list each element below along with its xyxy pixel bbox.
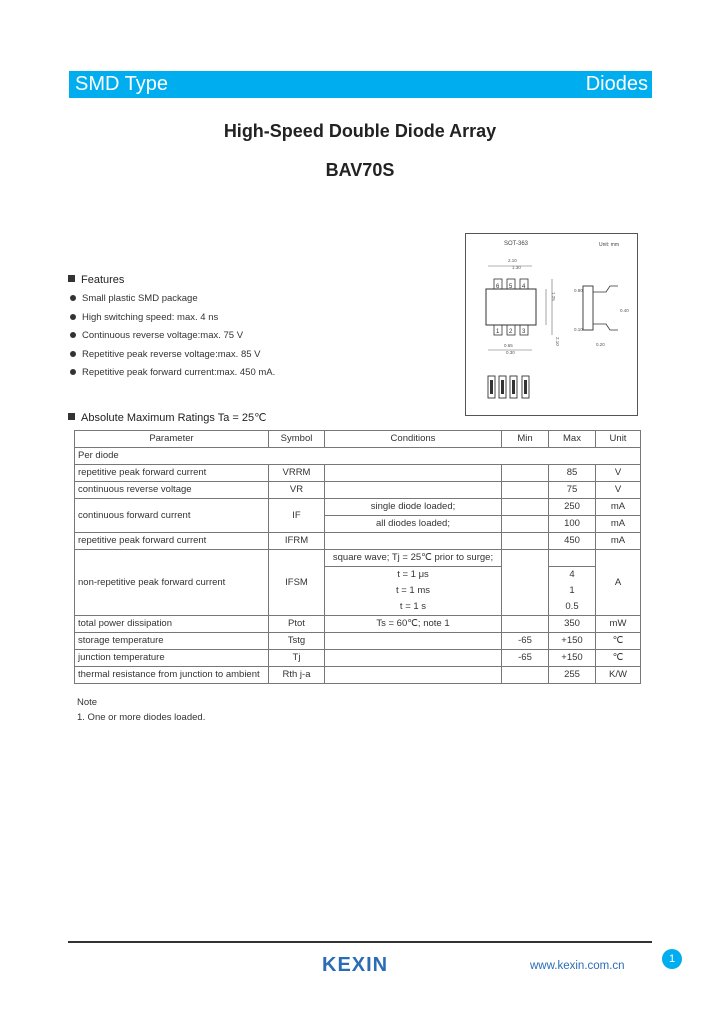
max-cell: 4	[549, 567, 596, 584]
bullet-icon	[70, 314, 76, 320]
square-bullet-icon	[68, 275, 75, 282]
symbol-cell: Tstg	[269, 633, 325, 650]
dim-label: 1.25	[551, 292, 556, 301]
header-right-text: Diodes	[585, 73, 648, 95]
package-unit: Unit: mm	[599, 242, 619, 248]
symbol-cell: VRRM	[269, 465, 325, 482]
symbol-cell: Rth j-a	[269, 667, 325, 684]
feature-item	[70, 367, 275, 386]
param-cell: non-repetitive peak forward current	[75, 550, 269, 616]
unit-cell: ℃	[596, 650, 641, 667]
header-cell: Parameter	[75, 431, 269, 448]
max-cell	[549, 550, 596, 567]
max-cell: 250	[549, 499, 596, 516]
pin-label: 2	[509, 329, 513, 335]
param-cell: junction temperature	[75, 650, 269, 667]
unit-cell: mA	[596, 499, 641, 516]
kexin-logo	[322, 952, 402, 979]
unit-cell: mW	[596, 616, 641, 633]
unit-cell: A	[596, 550, 641, 616]
header-cell: Symbol	[269, 431, 325, 448]
cond-cell	[325, 465, 502, 482]
cond-cell	[325, 482, 502, 499]
dim-label: 0.40	[620, 308, 629, 313]
symbol-cell: VR	[269, 482, 325, 499]
feature-item	[70, 312, 275, 331]
feature-text: High switching speed: max. 4 ns	[82, 311, 219, 323]
table-row	[75, 550, 641, 567]
pin-label: 5	[509, 284, 513, 290]
dim-label: 2.10	[555, 337, 560, 346]
unit-cell: K/W	[596, 667, 641, 684]
unit-cell: ℃	[596, 633, 641, 650]
min-cell	[502, 550, 549, 616]
param-cell: continuous forward current	[75, 499, 269, 533]
unit-cell: V	[596, 465, 641, 482]
max-cell: 85	[549, 465, 596, 482]
dim-label: 1.30	[512, 265, 521, 270]
dim-label: 0.90	[574, 288, 583, 293]
feature-text: Small plastic SMD package	[82, 293, 198, 304]
features-heading	[68, 274, 124, 286]
param-cell: thermal resistance from junction to ambient	[75, 667, 269, 684]
header-cell: Min	[502, 431, 549, 448]
bullet-icon	[70, 332, 76, 338]
kexin-logo-svg	[322, 952, 402, 974]
min-cell	[502, 482, 549, 499]
note-label: Note	[77, 697, 98, 708]
header-left-text: SMD Type	[75, 73, 168, 95]
symbol-cell: Tj	[269, 650, 325, 667]
cond-cell	[325, 667, 502, 684]
min-cell	[502, 465, 549, 482]
max-cell: 1	[549, 583, 596, 599]
min-cell	[502, 667, 549, 684]
max-cell: 350	[549, 616, 596, 633]
max-cell: 450	[549, 533, 596, 550]
package-drawing	[465, 233, 638, 416]
cond-cell: Ts = 60℃; note 1	[325, 616, 502, 633]
ratings-heading-text: Absolute Maximum Ratings Ta = 25℃	[81, 412, 267, 424]
table-row	[75, 650, 641, 667]
feature-item	[70, 349, 275, 368]
brand-text: KEXIN	[322, 954, 389, 974]
table-row	[75, 499, 641, 516]
feature-item	[70, 293, 275, 312]
pin-label: 1	[496, 329, 500, 335]
table-row	[75, 667, 641, 684]
max-cell: 255	[549, 667, 596, 684]
part-number: BAV70S	[325, 160, 395, 180]
table-row	[75, 465, 641, 482]
param-cell: repetitive peak forward current	[75, 465, 269, 482]
param-cell: total power dissipation	[75, 616, 269, 633]
table-row	[75, 533, 641, 550]
min-cell	[502, 516, 549, 533]
footer-rule	[68, 941, 652, 943]
min-cell: -65	[502, 633, 549, 650]
table-header-row	[75, 431, 641, 448]
table-row	[75, 482, 641, 499]
dim-label: 2.10	[508, 258, 517, 263]
max-cell: 0.5	[549, 599, 596, 616]
per-diode-cell: Per diode	[75, 448, 641, 465]
max-cell: 100	[549, 516, 596, 533]
unit-cell: mA	[596, 516, 641, 533]
param-cell: continuous reverse voltage	[75, 482, 269, 499]
table-row	[75, 616, 641, 633]
header-banner	[69, 71, 652, 98]
feature-item	[70, 330, 275, 349]
pin-label: 6	[496, 284, 500, 290]
min-cell: -65	[502, 650, 549, 667]
dim-label: 0.30	[506, 350, 515, 355]
features-heading-text: Features	[81, 274, 125, 286]
cond-cell: t = 1 s	[325, 599, 502, 616]
symbol-cell: IF	[269, 499, 325, 533]
cond-cell: single diode loaded;	[325, 499, 502, 516]
header-cell: Conditions	[325, 431, 502, 448]
cond-cell: t = 1 μs	[325, 567, 502, 584]
header-cell: Max	[549, 431, 596, 448]
square-bullet-icon	[68, 413, 75, 420]
feature-text: Continuous reverse voltage:max. 75 V	[82, 330, 244, 341]
bullet-icon	[70, 351, 76, 357]
symbol-cell: IFRM	[269, 533, 325, 550]
min-cell	[502, 616, 549, 633]
cond-cell	[325, 533, 502, 550]
min-cell	[502, 533, 549, 550]
dim-label: 0.65	[504, 343, 513, 348]
note-text: 1. One or more diodes loaded.	[77, 712, 206, 723]
pin-label: 3	[522, 329, 526, 335]
website-link[interactable]: www.kexin.com.cn	[530, 960, 625, 972]
package-outline-svg	[466, 234, 639, 417]
dim-label: 0.20	[596, 342, 605, 347]
ratings-table	[74, 430, 641, 684]
max-cell: +150	[549, 633, 596, 650]
package-name: SOT-363	[504, 241, 529, 247]
feature-text: Repetitive peak forward current:max. 450 mA.	[82, 367, 276, 378]
bullet-icon	[70, 295, 76, 301]
param-cell: storage temperature	[75, 633, 269, 650]
unit-cell: V	[596, 482, 641, 499]
unit-cell: mA	[596, 533, 641, 550]
table-row	[75, 448, 641, 465]
cond-cell	[325, 633, 502, 650]
param-cell: repetitive peak forward current	[75, 533, 269, 550]
symbol-cell: IFSM	[269, 550, 325, 616]
header-cell: Unit	[596, 431, 641, 448]
document-title: High-Speed Double Diode Array	[223, 121, 497, 141]
cond-cell	[325, 650, 502, 667]
max-cell: +150	[549, 650, 596, 667]
ratings-heading	[68, 411, 267, 424]
dim-label: 0.10	[574, 327, 583, 332]
pin-label: 4	[522, 284, 526, 290]
cond-cell: square wave; Tj = 25℃ prior to surge;	[325, 550, 502, 567]
table-row	[75, 633, 641, 650]
page-number-badge: 1	[662, 949, 682, 969]
max-cell: 75	[549, 482, 596, 499]
bullet-icon	[70, 369, 76, 375]
cond-cell: t = 1 ms	[325, 583, 502, 599]
cond-cell: all diodes loaded;	[325, 516, 502, 533]
min-cell	[502, 499, 549, 516]
features-list	[70, 293, 275, 386]
symbol-cell: Ptot	[269, 616, 325, 633]
feature-text: Repetitive peak reverse voltage:max. 85 V	[82, 348, 261, 360]
